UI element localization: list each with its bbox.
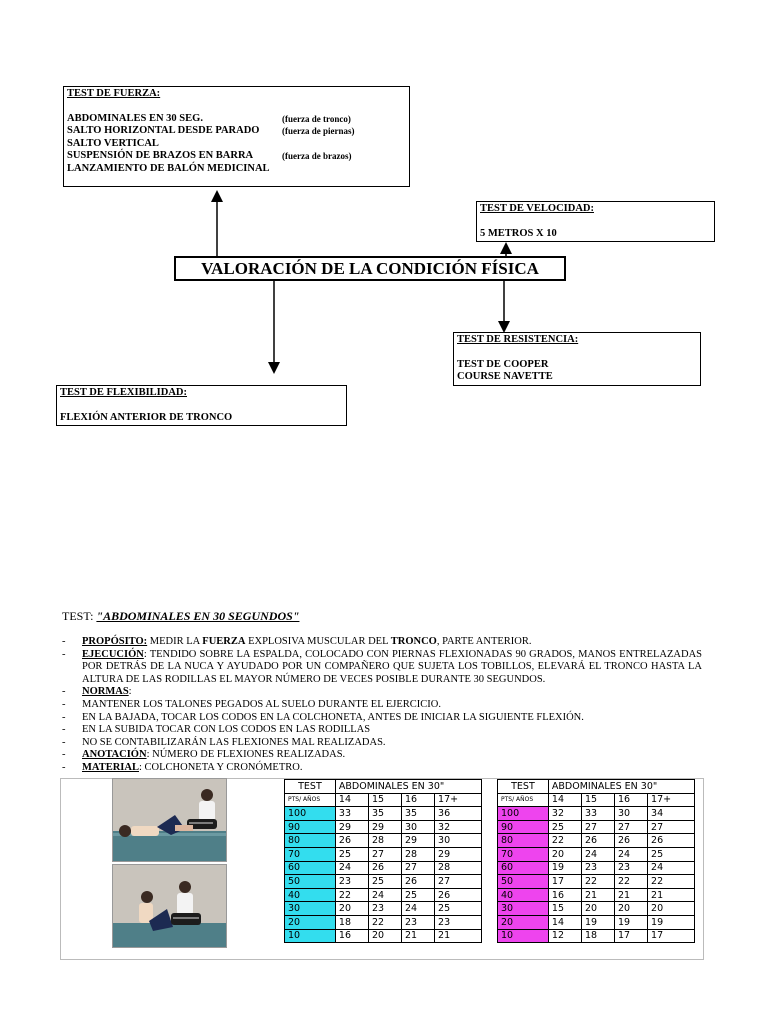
score-cell: 17 bbox=[615, 929, 648, 943]
test-name: "ABDOMINALES EN 30 SEGUNDOS" bbox=[96, 609, 300, 623]
score-cell: 26 bbox=[581, 834, 614, 848]
flexibilidad-box bbox=[56, 385, 347, 426]
table-row bbox=[285, 902, 482, 916]
score-cell: 20 bbox=[581, 902, 614, 916]
score-cell: 24 bbox=[648, 861, 695, 875]
score-cell: 25 bbox=[435, 902, 482, 916]
score-cell: 25 bbox=[402, 888, 435, 902]
fuerza-note: (fuerza de brazos) bbox=[282, 151, 352, 161]
age-header: 15 bbox=[581, 793, 614, 807]
fuerza-heading: TEST DE FUERZA: bbox=[67, 88, 161, 99]
list-item: - EJECUCIÓN: TENDIDO SOBRE LA ESPALDA, COLOCADO CON PIERNAS FLEXIONADAS 90 GRADOS, MANOS ENTRELAZADAS POR DETRÁS DE LA NUCA Y AYUDADO POR UN COMPAÑERO QUE SUJETA LOS TOBILLOS, ELEVARÁ EL TRONCO HASTA LA ALTURA DE LAS RODILLAS EL MAYOR NÚMERO DE VECES POSIBLE DURANTE 30 SEGUNDOS. bbox=[62, 648, 702, 685]
score-cell: 19 bbox=[548, 861, 581, 875]
table-row bbox=[498, 888, 695, 902]
score-cell: 24 bbox=[581, 847, 614, 861]
resistencia-item: TEST DE COOPER bbox=[457, 358, 549, 370]
points-cell: 60 bbox=[285, 861, 336, 875]
points-cell: 100 bbox=[285, 807, 336, 821]
test-description bbox=[62, 636, 702, 775]
score-cell: 29 bbox=[335, 820, 368, 834]
score-cell: 27 bbox=[402, 861, 435, 875]
score-cell: 22 bbox=[648, 875, 695, 889]
score-cell: 23 bbox=[368, 902, 401, 916]
score-cell: 21 bbox=[615, 888, 648, 902]
score-cell: 19 bbox=[615, 915, 648, 929]
score-cell: 19 bbox=[581, 915, 614, 929]
score-cell: 27 bbox=[435, 875, 482, 889]
situps-lying-image bbox=[113, 779, 227, 862]
points-cell: 30 bbox=[285, 902, 336, 916]
table-header-row bbox=[498, 780, 695, 794]
list-item: - PROPÓSITO: MEDIR LA FUERZA EXPLOSIVA MUSCULAR DEL TRONCO, PARTE ANTERIOR. bbox=[62, 636, 532, 647]
score-cell: 21 bbox=[648, 888, 695, 902]
score-cell: 22 bbox=[615, 875, 648, 889]
table-row bbox=[498, 902, 695, 916]
points-cell: 60 bbox=[498, 861, 549, 875]
score-cell: 21 bbox=[402, 929, 435, 943]
fuerza-note: (fuerza de piernas) bbox=[282, 126, 355, 136]
points-cell: 50 bbox=[285, 875, 336, 889]
table-row bbox=[285, 861, 482, 875]
velocidad-item: 5 METROS X 10 bbox=[480, 227, 557, 239]
table-row bbox=[498, 847, 695, 861]
test-title bbox=[62, 609, 299, 624]
score-cell: 35 bbox=[368, 807, 401, 821]
score-cell: 23 bbox=[435, 915, 482, 929]
score-cell: 25 bbox=[548, 820, 581, 834]
score-cell: 23 bbox=[581, 861, 614, 875]
table-title: ABDOMINALES EN 30" bbox=[548, 780, 694, 794]
score-cell: 20 bbox=[368, 929, 401, 943]
table-row bbox=[285, 847, 482, 861]
pts-label: PTS/ AÑOS bbox=[498, 793, 549, 807]
score-cell: 22 bbox=[368, 915, 401, 929]
points-cell: 90 bbox=[285, 820, 336, 834]
points-cell: 70 bbox=[498, 847, 549, 861]
score-cell: 32 bbox=[548, 807, 581, 821]
score-cell: 33 bbox=[581, 807, 614, 821]
score-cell: 22 bbox=[581, 875, 614, 889]
score-cell: 36 bbox=[435, 807, 482, 821]
points-cell: 10 bbox=[498, 929, 549, 943]
points-cell: 100 bbox=[498, 807, 549, 821]
score-cell: 32 bbox=[435, 820, 482, 834]
table-row bbox=[285, 834, 482, 848]
table-row bbox=[285, 915, 482, 929]
score-cell: 17 bbox=[648, 929, 695, 943]
table-header-row bbox=[285, 780, 482, 794]
score-cell: 21 bbox=[581, 888, 614, 902]
points-cell: 40 bbox=[498, 888, 549, 902]
fuerza-item: ABDOMINALES EN 30 SEG. bbox=[67, 112, 203, 124]
points-cell: 80 bbox=[498, 834, 549, 848]
table-row bbox=[285, 807, 482, 821]
age-header: 14 bbox=[335, 793, 368, 807]
score-cell: 24 bbox=[368, 888, 401, 902]
points-cell: 70 bbox=[285, 847, 336, 861]
resistencia-heading: TEST DE RESISTENCIA: bbox=[457, 334, 579, 345]
score-cell: 26 bbox=[402, 875, 435, 889]
test-label: TEST bbox=[498, 780, 549, 794]
table-ages-row bbox=[498, 793, 695, 807]
score-cell: 14 bbox=[548, 915, 581, 929]
score-cell: 23 bbox=[615, 861, 648, 875]
score-cell: 25 bbox=[335, 847, 368, 861]
score-cell: 15 bbox=[548, 902, 581, 916]
fuerza-item: SALTO HORIZONTAL DESDE PARADO bbox=[67, 125, 260, 136]
score-table-2 bbox=[497, 779, 695, 943]
score-cell: 22 bbox=[335, 888, 368, 902]
score-cell: 21 bbox=[435, 929, 482, 943]
score-cell: 19 bbox=[648, 915, 695, 929]
table-row bbox=[285, 888, 482, 902]
score-cell: 26 bbox=[368, 861, 401, 875]
resistencia-box bbox=[453, 332, 701, 386]
velocidad-heading: TEST DE VELOCIDAD: bbox=[480, 203, 594, 214]
fuerza-note: (fuerza de tronco) bbox=[282, 114, 351, 124]
table-row bbox=[285, 929, 482, 943]
table-ages-row bbox=[285, 793, 482, 807]
fuerza-item: SALTO VERTICAL bbox=[67, 137, 159, 149]
flexibilidad-heading: TEST DE FLEXIBILIDAD: bbox=[60, 387, 188, 398]
score-cell: 30 bbox=[615, 807, 648, 821]
points-cell: 20 bbox=[285, 915, 336, 929]
points-cell: 50 bbox=[498, 875, 549, 889]
score-cell: 29 bbox=[368, 820, 401, 834]
situps-up-image bbox=[113, 865, 227, 948]
score-cell: 30 bbox=[435, 834, 482, 848]
score-cell: 24 bbox=[335, 861, 368, 875]
age-header: 16 bbox=[402, 793, 435, 807]
test-label: TEST bbox=[285, 780, 336, 794]
fuerza-item: LANZAMIENTO DE BALÓN MEDICINAL bbox=[67, 162, 270, 174]
list-item: - EN LA BAJADA, TOCAR LOS CODOS EN LA COLCHONETA, ANTES DE INICIAR LA SIGUIENTE FLEXIÓN. bbox=[62, 711, 584, 723]
score-cell: 27 bbox=[615, 820, 648, 834]
table-row bbox=[498, 834, 695, 848]
table-row bbox=[285, 820, 482, 834]
score-cell: 26 bbox=[335, 834, 368, 848]
score-cell: 28 bbox=[402, 847, 435, 861]
score-cell: 17 bbox=[548, 875, 581, 889]
score-cell: 18 bbox=[335, 915, 368, 929]
list-item: - MANTENER LOS TALONES PEGADOS AL SUELO DURANTE EL EJERCICIO. bbox=[62, 698, 441, 710]
age-header: 17+ bbox=[648, 793, 695, 807]
flexibilidad-item: FLEXIÓN ANTERIOR DE TRONCO bbox=[60, 411, 233, 423]
photo-situps-lying bbox=[112, 778, 227, 862]
score-cell: 12 bbox=[548, 929, 581, 943]
score-cell: 22 bbox=[548, 834, 581, 848]
score-cell: 27 bbox=[368, 847, 401, 861]
age-header: 14 bbox=[548, 793, 581, 807]
table-row bbox=[498, 861, 695, 875]
photo-situps-up bbox=[112, 864, 227, 948]
score-cell: 25 bbox=[648, 847, 695, 861]
score-cell: 26 bbox=[615, 834, 648, 848]
pts-label: PTS/ AÑOS bbox=[285, 793, 336, 807]
score-cell: 23 bbox=[402, 915, 435, 929]
score-cell: 16 bbox=[335, 929, 368, 943]
age-header: 16 bbox=[615, 793, 648, 807]
score-cell: 24 bbox=[402, 902, 435, 916]
score-cell: 24 bbox=[615, 847, 648, 861]
score-cell: 35 bbox=[402, 807, 435, 821]
score-cell: 23 bbox=[335, 875, 368, 889]
age-header: 17+ bbox=[435, 793, 482, 807]
table-row bbox=[498, 875, 695, 889]
score-cell: 26 bbox=[435, 888, 482, 902]
table-row bbox=[498, 807, 695, 821]
points-cell: 20 bbox=[498, 915, 549, 929]
list-item: - EN LA SUBIDA TOCAR CON LOS CODOS EN LAS RODILLAS bbox=[62, 724, 371, 736]
table-row bbox=[285, 875, 482, 889]
score-cell: 20 bbox=[648, 902, 695, 916]
list-item: - NORMAS: bbox=[62, 686, 132, 698]
age-header: 15 bbox=[368, 793, 401, 807]
score-cell: 25 bbox=[368, 875, 401, 889]
score-cell: 20 bbox=[615, 902, 648, 916]
resistencia-item: COURSE NAVETTE bbox=[457, 371, 553, 382]
points-cell: 10 bbox=[285, 929, 336, 943]
score-cell: 18 bbox=[581, 929, 614, 943]
points-cell: 30 bbox=[498, 902, 549, 916]
fuerza-box bbox=[63, 86, 410, 187]
points-cell: 80 bbox=[285, 834, 336, 848]
list-item: - ANOTACIÓN: NÚMERO DE FLEXIONES REALIZADAS. bbox=[62, 749, 346, 761]
points-cell: 40 bbox=[285, 888, 336, 902]
score-cell: 30 bbox=[402, 820, 435, 834]
fuerza-item: SUSPENSIÓN DE BRAZOS EN BARRA bbox=[67, 150, 254, 161]
score-cell: 29 bbox=[402, 834, 435, 848]
score-cell: 27 bbox=[581, 820, 614, 834]
table-row bbox=[498, 915, 695, 929]
table-row bbox=[498, 929, 695, 943]
score-cell: 20 bbox=[335, 902, 368, 916]
score-table-1 bbox=[284, 779, 482, 943]
score-cell: 28 bbox=[368, 834, 401, 848]
list-item: - MATERIAL: COLCHONETA Y CRONÓMETRO. bbox=[62, 761, 303, 773]
score-cell: 34 bbox=[648, 807, 695, 821]
velocidad-box bbox=[476, 201, 715, 242]
diagram-title: VALORACIÓN DE LA CONDICIÓN FÍSICA bbox=[174, 256, 566, 281]
table-title: ABDOMINALES EN 30" bbox=[335, 780, 481, 794]
test-prefix: TEST: bbox=[62, 609, 97, 623]
score-cell: 16 bbox=[548, 888, 581, 902]
table-row bbox=[498, 820, 695, 834]
score-cell: 27 bbox=[648, 820, 695, 834]
points-cell: 90 bbox=[498, 820, 549, 834]
list-item: - NO SE CONTABILIZARÁN LAS FLEXIONES MAL REALIZADAS. bbox=[62, 736, 386, 748]
score-cell: 28 bbox=[435, 861, 482, 875]
score-cell: 33 bbox=[335, 807, 368, 821]
score-cell: 26 bbox=[648, 834, 695, 848]
score-cell: 20 bbox=[548, 847, 581, 861]
score-cell: 29 bbox=[435, 847, 482, 861]
